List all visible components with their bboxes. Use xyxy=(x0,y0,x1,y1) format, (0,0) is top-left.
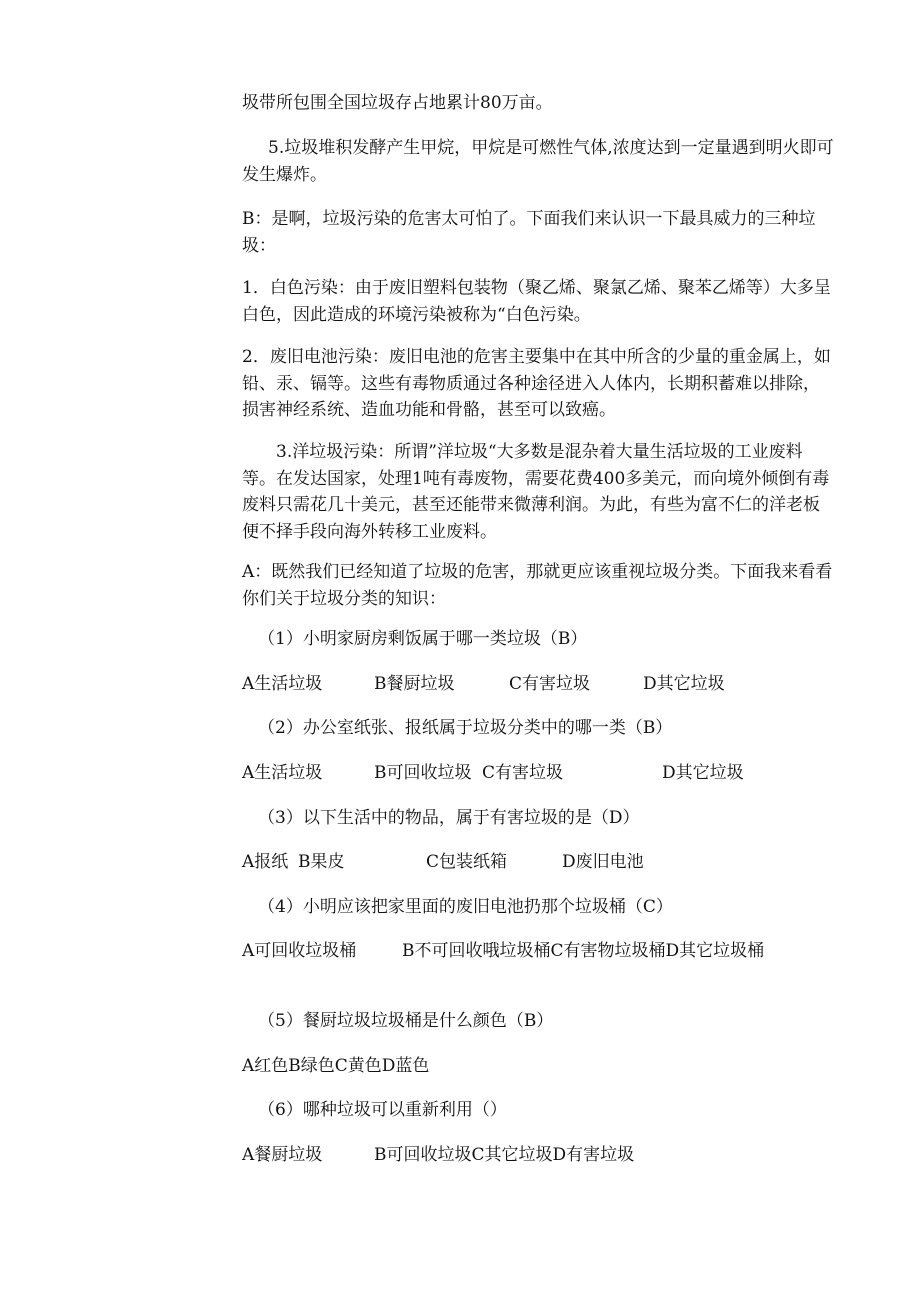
option-a: A餐厨垃圾 xyxy=(242,1145,323,1165)
paragraph-white-pollution: 1．白色污染：由于废旧塑料包装物（聚乙烯、聚氯乙烯、聚苯乙烯等）大多呈白色，因此造成的环境污染被称为“白色污染。 xyxy=(242,278,831,325)
option-a: A生活垃圾 xyxy=(242,674,323,694)
option-c: C有害垃圾 xyxy=(509,674,591,694)
question-2: （2）办公室纸张、报纸属于垃圾分类中的哪一类（B） xyxy=(258,718,673,738)
question-6-options xyxy=(242,1142,634,1169)
question-6: （6）哪种垃圾可以重新利用（） xyxy=(258,1100,507,1120)
option-d: D蓝色 xyxy=(381,1056,430,1076)
question-5-options xyxy=(242,1053,429,1080)
question-2-options xyxy=(242,760,744,787)
question-1: （1）小明家厨房剩饭属于哪一类垃圾（B） xyxy=(258,629,588,649)
paragraph-methane: 5.垃圾堆积发酵产生甲烷，甲烷是可燃性气体,浓度达到一定量遇到明火即可发生爆炸。 xyxy=(242,138,834,185)
question-4: （4）小明应该把家里面的废旧电池扔那个垃圾桶（C） xyxy=(258,897,673,917)
option-c: C黄色 xyxy=(334,1056,382,1076)
option-b: B不可回收哦垃圾桶 xyxy=(402,941,551,961)
option-b: B绿色 xyxy=(288,1056,335,1076)
paragraph-landfill-area: 圾带所包围全国垃圾存占地累计80万亩。 xyxy=(242,93,553,113)
option-c: C有害物垃圾桶 xyxy=(550,941,666,961)
question-5: （5）餐厨垃圾垃圾桶是什么颜色（B） xyxy=(258,1011,554,1031)
paragraph-foreign-garbage: 3.洋垃圾污染：所谓”洋垃圾“大多数是混杂着大量生活垃圾的工业废料等。在发达国家，处理1吨有毒废物，需要花费400多美元，而向境外倾倒有毒废料只需花几十美元，甚至还能带来微薄利润。为此，有些为富不仁的洋老板便不择手段向海外转移工业废料。 xyxy=(242,442,830,542)
option-c: C包装纸箱 xyxy=(426,852,508,872)
question-4-options xyxy=(242,938,782,965)
question-3-options xyxy=(242,849,644,876)
option-d: D废旧电池 xyxy=(562,852,644,872)
paragraph-battery-pollution: 2．废旧电池污染：废旧电池的危害主要集中在其中所含的少量的重金属上，如铅、汞、镉等。这些有毒物质通过各种途径进入人体内，长期积蓄难以排除，损害神经系统、造血功能和骨骼，甚至可以致癌。 xyxy=(242,347,831,420)
option-c: C有害垃圾 xyxy=(482,763,564,783)
option-b: B可回收垃圾 xyxy=(374,763,472,783)
option-d: D其它垃圾 xyxy=(643,674,725,694)
option-a: A报纸 xyxy=(242,852,289,872)
option-b: B可回收垃圾 xyxy=(374,1145,472,1165)
option-d: D有害垃圾 xyxy=(552,1145,635,1165)
option-c: C其它垃圾 xyxy=(471,1145,553,1165)
option-b: B餐厨垃圾 xyxy=(374,674,455,694)
option-a: A生活垃圾 xyxy=(242,763,323,783)
question-1-options xyxy=(242,671,725,698)
option-d: D其它垃圾桶 xyxy=(665,941,765,961)
question-3: （3）以下生活中的物品，属于有害垃圾的是（D） xyxy=(258,808,640,828)
paragraph-speaker-a: A：既然我们已经知道了垃圾的危害，那就更应该重视垃圾分类。下面我来看看你们关于垃圾分类的知识： xyxy=(242,562,833,609)
option-a: A红色 xyxy=(242,1056,289,1076)
option-a: A可回收垃圾桶 xyxy=(242,941,357,961)
paragraph-speaker-b: B：是啊，垃圾污染的危害太可怕了。下面我们来认识一下最具威力的三种垃圾： xyxy=(242,209,816,256)
option-b: B果皮 xyxy=(298,852,345,872)
option-d: D其它垃圾 xyxy=(662,763,744,783)
